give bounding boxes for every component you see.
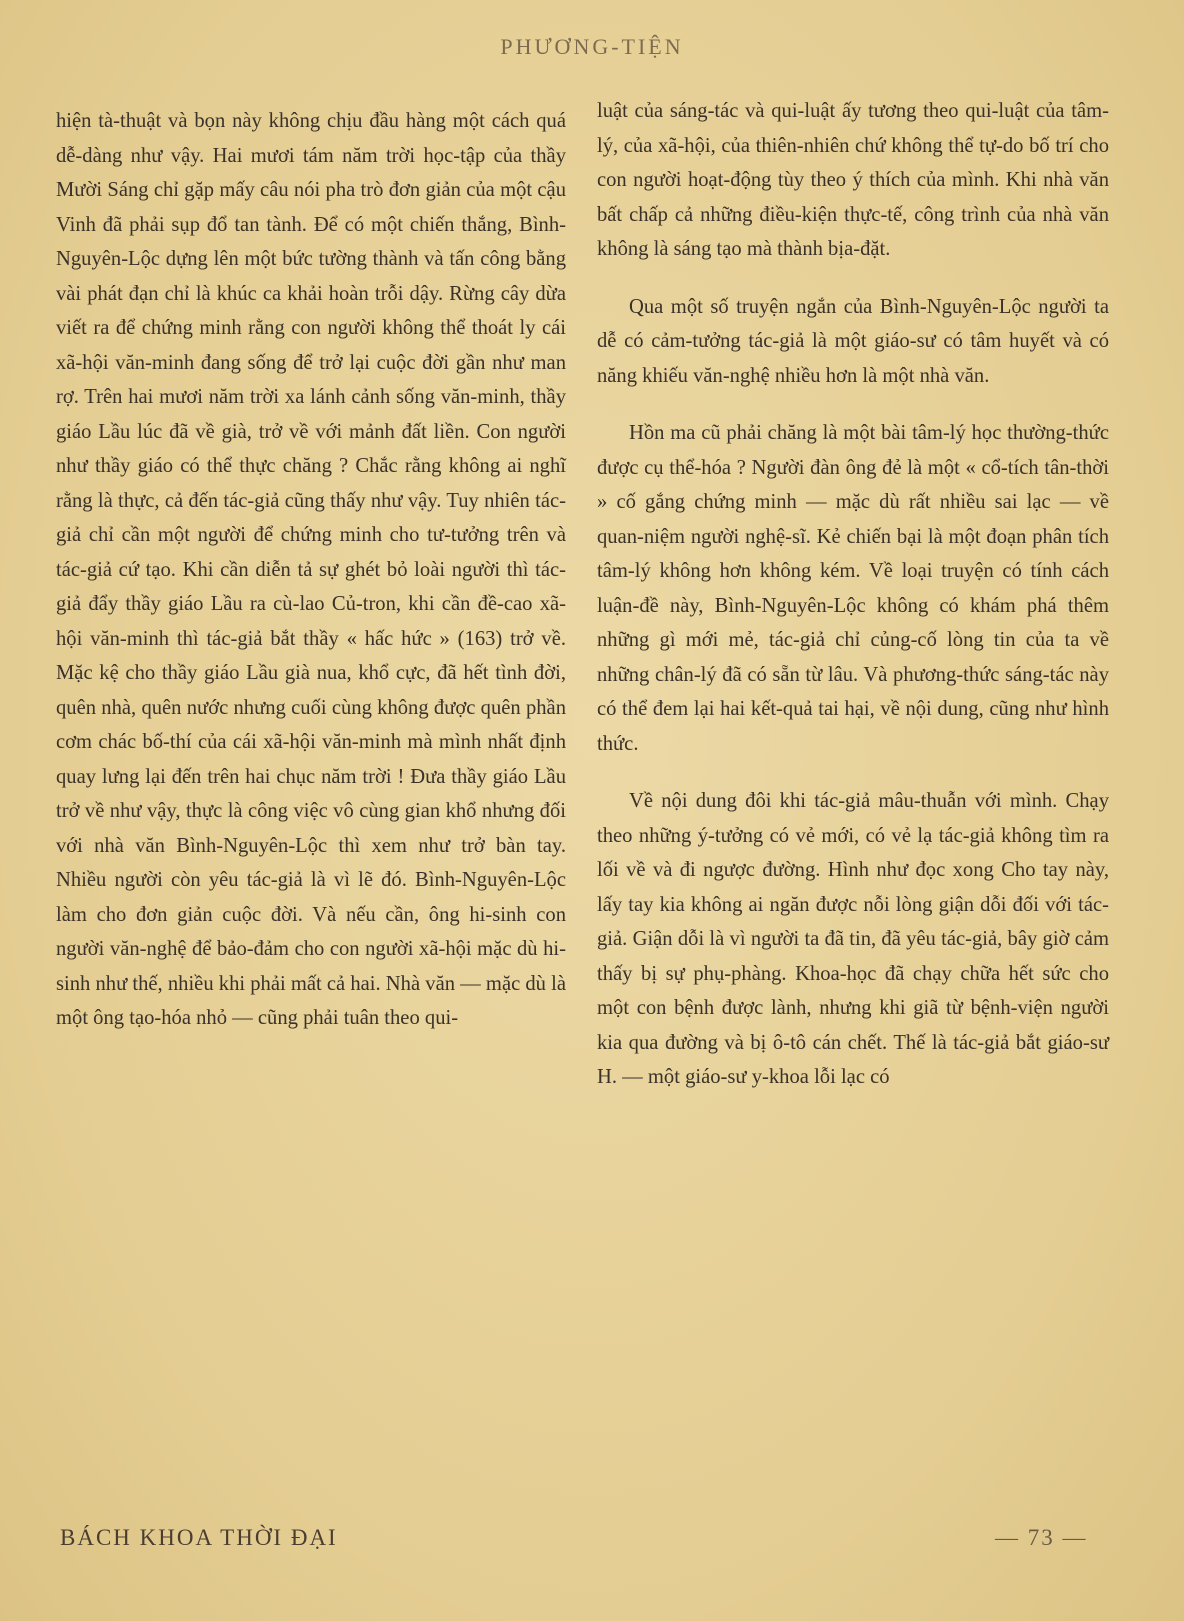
running-head: PHƯƠNG-TIỆN	[500, 34, 684, 59]
left-column	[56, 104, 566, 1036]
right-paragraph-4: Về nội dung đôi khi tác-giả mâu-thuẫn với mình. Chạy theo những ý-tưởng có vẻ mới, có vẻ lạ tác-giả không tìm ra lối về và đi ngược đường. Hình như đọc xong Cho tay này, lấy tay kia không ai ngăn được nỗi lòng giận dỗi đối với tác-giả. Giận dỗi là vì người ta đã tin, đã yêu tác-giả, bây giờ cảm thấy bị sự phụ-phàng. Khoa-học đã chạy chữa hết sức cho một con bệnh được lành, nhưng khi giã từ bệnh-viện người kia qua đường và bị ô-tô cán chết. Thế là tác-giả bắt giáo-sư H. — một giáo-sư y-khoa lỗi lạc có	[597, 790, 1109, 1088]
right-paragraph-1: luật của sáng-tác và qui-luật ấy tương theo qui-luật của tâm-lý, của xã-hội, của thiên-nhiên chứ không thể tự-do bố trí cho con người hoạt-động tùy theo ý thích của mình. Khi nhà văn bất chấp cả những điều-kiện thực-tế, công trình của nhà văn không là sáng tạo mà thành bịa-đặt.	[597, 100, 1109, 260]
right-paragraph-3: Hồn ma cũ phải chăng là một bài tâm-lý học thường-thức được cụ thể-hóa ? Người đàn ông đẻ là một « cổ-tích tân-thời » cố gắng chứng minh — mặc dù rất nhiều sai lạc — về quan-niệm người nghệ-sĩ. Kẻ chiến bại là một đoạn phân tích tâm-lý không hơn không kém. Về loại truyện có tính cách luận-đề này, Bình-Nguyên-Lộc không có khám phá thêm những gì mới mẻ, tác-giả chỉ củng-cố lòng tin của ta về những chân-lý đã có sẵn từ lâu. Và phương-thức sáng-tác này có thể đem lại hai kết-quả tai hại, về nội dung, cũng như hình thức.	[597, 422, 1109, 755]
footer-magazine-title: BÁCH KHOA THỜI ĐẠI	[60, 1525, 338, 1550]
right-column	[597, 94, 1109, 1095]
left-paragraph: hiện tà-thuật và bọn này không chịu đầu hàng một cách quá dễ-dàng như vậy. Hai mươi tám năm trời học-tập của thầy Mười Sáng chỉ gặp mấy câu nói pha trò đơn giản của một cậu Vinh đã phải sụp đổ tan tành. Để có một chiến thắng, Bình-Nguyên-Lộc dựng lên một bức tường thành và tấn công bằng vài phát đạn chỉ là khúc ca khải hoàn trỗi dậy. Rừng cây dừa viết ra để chứng minh rằng con người không thể thoát ly cái xã-hội văn-minh đang sống để trở lại cuộc đời gần như man rợ. Trên hai mươi năm trời xa lánh cảnh sống văn-minh, thầy giáo Lầu lúc đã về già, trở về với mảnh đất liền. Con người như thầy giáo có thể thực chăng ? Chắc rằng không ai nghĩ rằng là thực, cả đến tác-giả cũng thấy như vậy. Tuy nhiên tác-giả chỉ cần một người để chứng minh cho tư-tưởng trên và tác-giả cứ tạo. Khi cần diễn tả sự ghét bỏ loài người thì tác-giả đẩy thầy giáo Lầu ra cù-lao Củ-tron, khi cần đề-cao xã-hội văn-minh thì tác-giả bắt thầy « hấc hức » (163) trở về. Mặc kệ cho thầy giáo Lầu già nua, khổ cực, đã hết tình đời, quên nhà, quên nước nhưng cuối cùng không được quên phần cơm chác bố-thí của cái xã-hội văn-minh mà mình nhất định quay lưng lại đến trên hai chục năm trời ! Đưa thầy giáo Lầu trở về như vậy, thực là công việc vô cùng gian khổ nhưng đối với nhà văn Bình-Nguyên-Lộc thì xem như trở bàn tay. Nhiều người còn yêu tác-giả là vì lẽ đó. Bình-Nguyên-Lộc làm cho đơn giản cuộc đời. Và nếu cần, ông hi-sinh con người văn-nghệ để bảo-đảm cho con người xã-hội mặc dù hi-sinh như thế, nhiều khi phải mất cả hai. Nhà văn — mặc dù là một ông tạo-hóa nhỏ — cũng phải tuân theo qui-	[56, 110, 566, 1029]
right-paragraph-2: Qua một số truyện ngắn của Bình-Nguyên-Lộc người ta dễ có cảm-tưởng tác-giả là một giáo-sư có tâm huyết và có năng khiếu văn-nghệ nhiều hơn là một nhà văn.	[597, 295, 1109, 387]
page-number: — 73 —	[995, 1525, 1088, 1550]
